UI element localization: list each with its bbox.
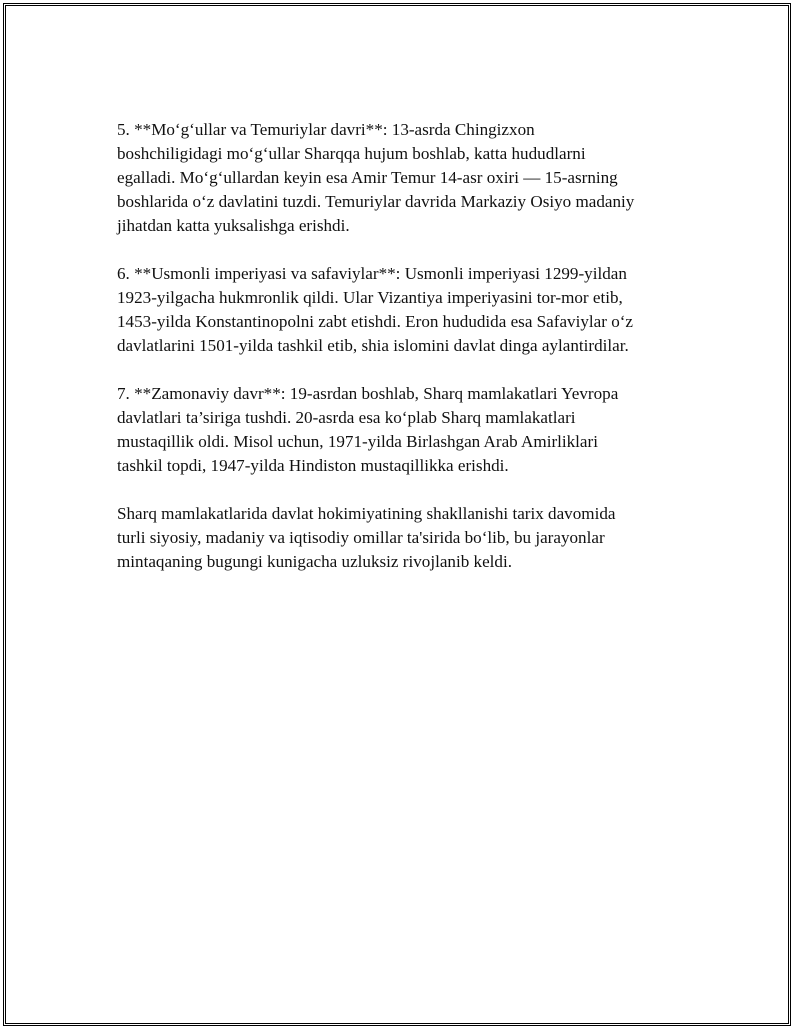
text-line: jihatdan katta yuksalishga erishdi. [117,216,350,235]
paragraph-mongols-timurids [117,118,683,238]
document-body [117,118,683,598]
text-line: 7. **Zamonaviy davr**: 19-asrdan boshlab, Sharq mamlakatlari Yevropa [117,384,619,403]
paragraph-ottomans-safavids [117,262,683,358]
text-line: Sharq mamlakatlarida davlat hokimiyatining shakllanishi tarix davomida [117,504,616,523]
text-line: turli siyosiy, madaniy va iqtisodiy omillar ta'sirida bo‘lib, bu jarayonlar [117,528,605,547]
text-line: egalladi. Mo‘g‘ullardan keyin esa Amir Temur 14-asr oxiri — 15-asrning [117,168,618,187]
text-line: mustaqillik oldi. Misol uchun, 1971-yilda Birlashgan Arab Amirliklari [117,432,598,451]
text-line: 5. **Mo‘g‘ullar va Temuriylar davri**: 13-asrda Chingizxon [117,120,535,139]
text-line: davlatlari ta’siriga tushdi. 20-asrda esa ko‘plab Sharq mamlakatlari [117,408,576,427]
text-line: 1453-yilda Konstantinopolni zabt etishdi. Eron hududida esa Safaviylar o‘z [117,312,634,331]
paragraph-conclusion [117,502,683,574]
text-line: boshchiligidagi mo‘g‘ullar Sharqqa hujum boshlab, katta hududlarni [117,144,586,163]
paragraph-modern-period [117,382,683,478]
text-line: davlatlarini 1501-yilda tashkil etib, shia islomini davlat dinga aylantirdilar. [117,336,629,355]
text-line: boshlarida o‘z davlatini tuzdi. Temuriylar davrida Markaziy Osiyo madaniy [117,192,635,211]
text-line: tashkil topdi, 1947-yilda Hindiston mustaqillikka erishdi. [117,456,509,475]
text-line: 6. **Usmonli imperiyasi va safaviylar**: Usmonli imperiyasi 1299-yildan [117,264,627,283]
text-line: mintaqaning bugungi kunigacha uzluksiz rivojlanib keldi. [117,552,512,571]
text-line: 1923-yilgacha hukmronlik qildi. Ular Vizantiya imperiyasini tor-mor etib, [117,288,623,307]
